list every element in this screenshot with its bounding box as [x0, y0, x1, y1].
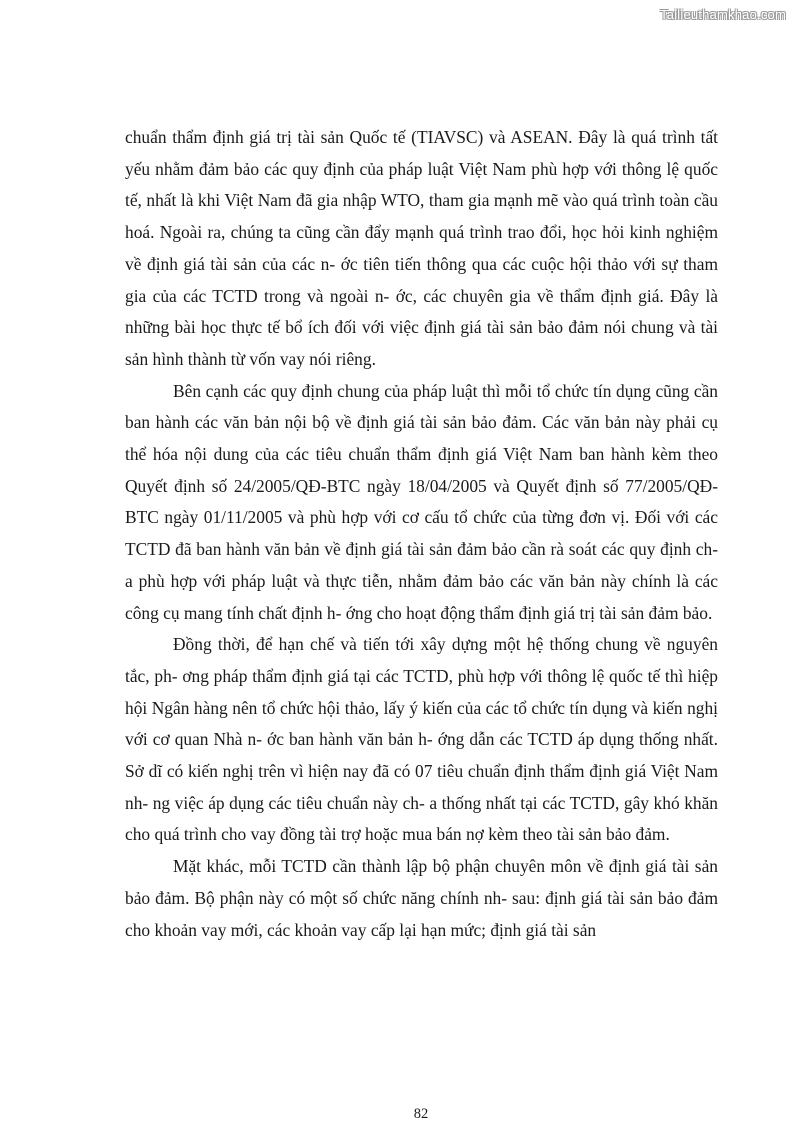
- watermark-text: Tailieuthamkhao.com: [660, 7, 786, 22]
- paragraph-internal-regulations: Bên cạnh các quy định chung của pháp luật thì mỗi tổ chức tín dụng cũng cần ban hành các văn bản nội bộ về định giá tài sản bảo đảm. Các văn bản này phải cụ thể hóa nội dung của các tiêu chuẩn thẩm định giá Việt Nam ban hành kèm theo Quyết định số 24/2005/QĐ-BTC ngày 18/04/2005 và Quyết định số 77/2005/QĐ-BTC ngày 01/11/2005 và phù hợp với cơ cấu tổ chức của từng đơn vị. Đối với các TCTD đã ban hành văn bản về định giá tài sản đảm bảo cần rà soát các quy định ch- a phù hợp với pháp luật và thực tiễn, nhằm đảm bảo các văn bản này chính là các công cụ mang tính chất định h- ớng cho hoạt động thẩm định giá trị tài sản đảm bảo.: [125, 380, 718, 623]
- paragraph-unified-system: Đồng thời, để hạn chế và tiến tới xây dựng một hệ thống chung về nguyên tắc, ph- ơng pháp thẩm định giá tại các TCTD, phù hợp với thông lệ quốc tế thì hiệp hội Ngân hàng nên tổ chức hội thảo, lấy ý kiến của các tổ chức tín dụng và kiến nghị với cơ quan Nhà n- ớc ban hành văn bản h- ớng dẫn các TCTD áp dụng thống nhất. Sở dĩ có kiến nghị trên vì hiện nay đã có 07 tiêu chuẩn định thẩm định giá Việt Nam nh- ng việc áp dụng các tiêu chuẩn này ch- a thống nhất tại các TCTD, gây khó khăn cho quá trình cho vay đồng tài trợ hoặc mua bán nợ kèm theo tài sản bảo đảm.: [125, 634, 718, 845]
- page-number: 82: [413, 1106, 429, 1122]
- paragraph-continuation: chuẩn thẩm định giá trị tài sản Quốc tế (TIAVSC) và ASEAN. Đây là quá trình tất yếu nhằm đảm bảo các quy định của pháp luật Việt Nam phù hợp với thông lệ quốc tế, nhất là khi Việt Nam đã gia nhập WTO, tham gia mạnh mẽ vào quá trình toàn cầu hoá. Ngoài ra, chúng ta cũng cần đẩy mạnh quá trình trao đổi, học hỏi kinh nghiệm về định giá tài sản của các n- ớc tiên tiến thông qua các cuộc hội thảo với sự tham gia của các TCTD trong và ngoài n- ớc, các chuyên gia về thẩm định giá. Đây là những bài học thực tế bổ ích đối với việc định giá tài sản bảo đảm nói chung và tài sản hình thành từ vốn vay nói riêng.: [125, 127, 718, 369]
- paragraph-valuation-department: Mặt khác, mỗi TCTD cần thành lập bộ phận chuyên môn về định giá tài sản bảo đảm. Bộ phận này có một số chức năng chính nh- sau: định giá tài sản bảo đảm cho khoản vay mới, các khoản vay cấp lại hạn mức; định giá tài sản: [125, 856, 718, 940]
- document-body: [125, 122, 718, 946]
